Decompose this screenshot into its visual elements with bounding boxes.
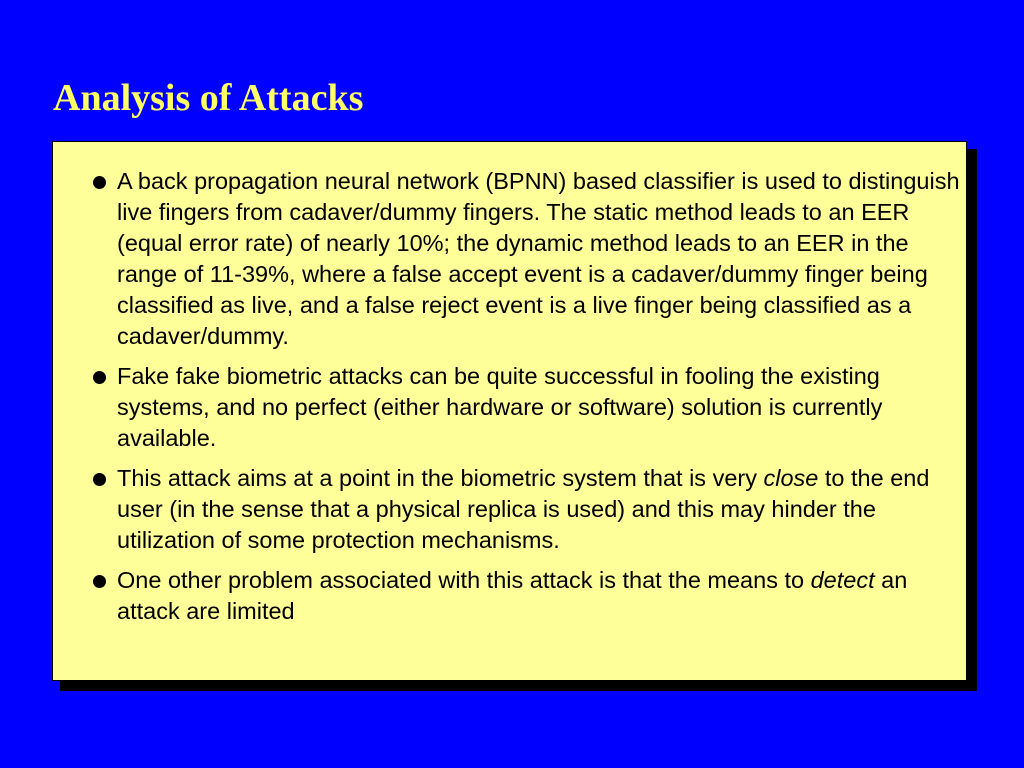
bullet-dot-icon — [93, 371, 106, 384]
bullet-text: A back propagation neural network (BPNN) based classifier is used to distinguish live fingers from cadaver/dummy fingers. The static method leads to an EER (equal error rate) of nearly 10%; the dynamic method leads to an EER in the range of 11-39%, where a false accept event is a cadaver/dummy finger being classified as live, and a false reject event is a live finger being classified as a cadaver/dummy. — [117, 168, 960, 349]
bullet-item-bpnn-classifier — [93, 166, 963, 352]
bullet-dot-icon — [93, 575, 106, 588]
bullet-list — [93, 166, 963, 636]
bullet-text-before: One other problem associated with this attack is that the means to — [117, 567, 811, 593]
bullet-text: Fake fake biometric attacks can be quite successful in fooling the existing systems, and no perfect (either hardware or software) solution is currently available. — [117, 363, 883, 451]
bullet-item-fake-attacks — [93, 361, 963, 454]
slide-title: Analysis of Attacks — [53, 77, 364, 119]
bullet-dot-icon — [93, 473, 106, 486]
bullet-text-after: an attack are limited — [117, 567, 908, 624]
bullet-text-after: to the end user (in the sense that a physical replica is used) and this may hinder the utilization of some protection mechanisms. — [117, 465, 930, 553]
bullet-emphasis: detect — [810, 567, 875, 593]
bullet-emphasis: close — [763, 465, 819, 491]
bullet-dot-icon — [93, 176, 106, 189]
bullet-item-detection — [93, 565, 963, 627]
bullet-text-before: This attack aims at a point in the biometric system that is very — [117, 465, 764, 491]
content-box — [52, 141, 967, 681]
bullet-item-attack-point — [93, 463, 963, 556]
